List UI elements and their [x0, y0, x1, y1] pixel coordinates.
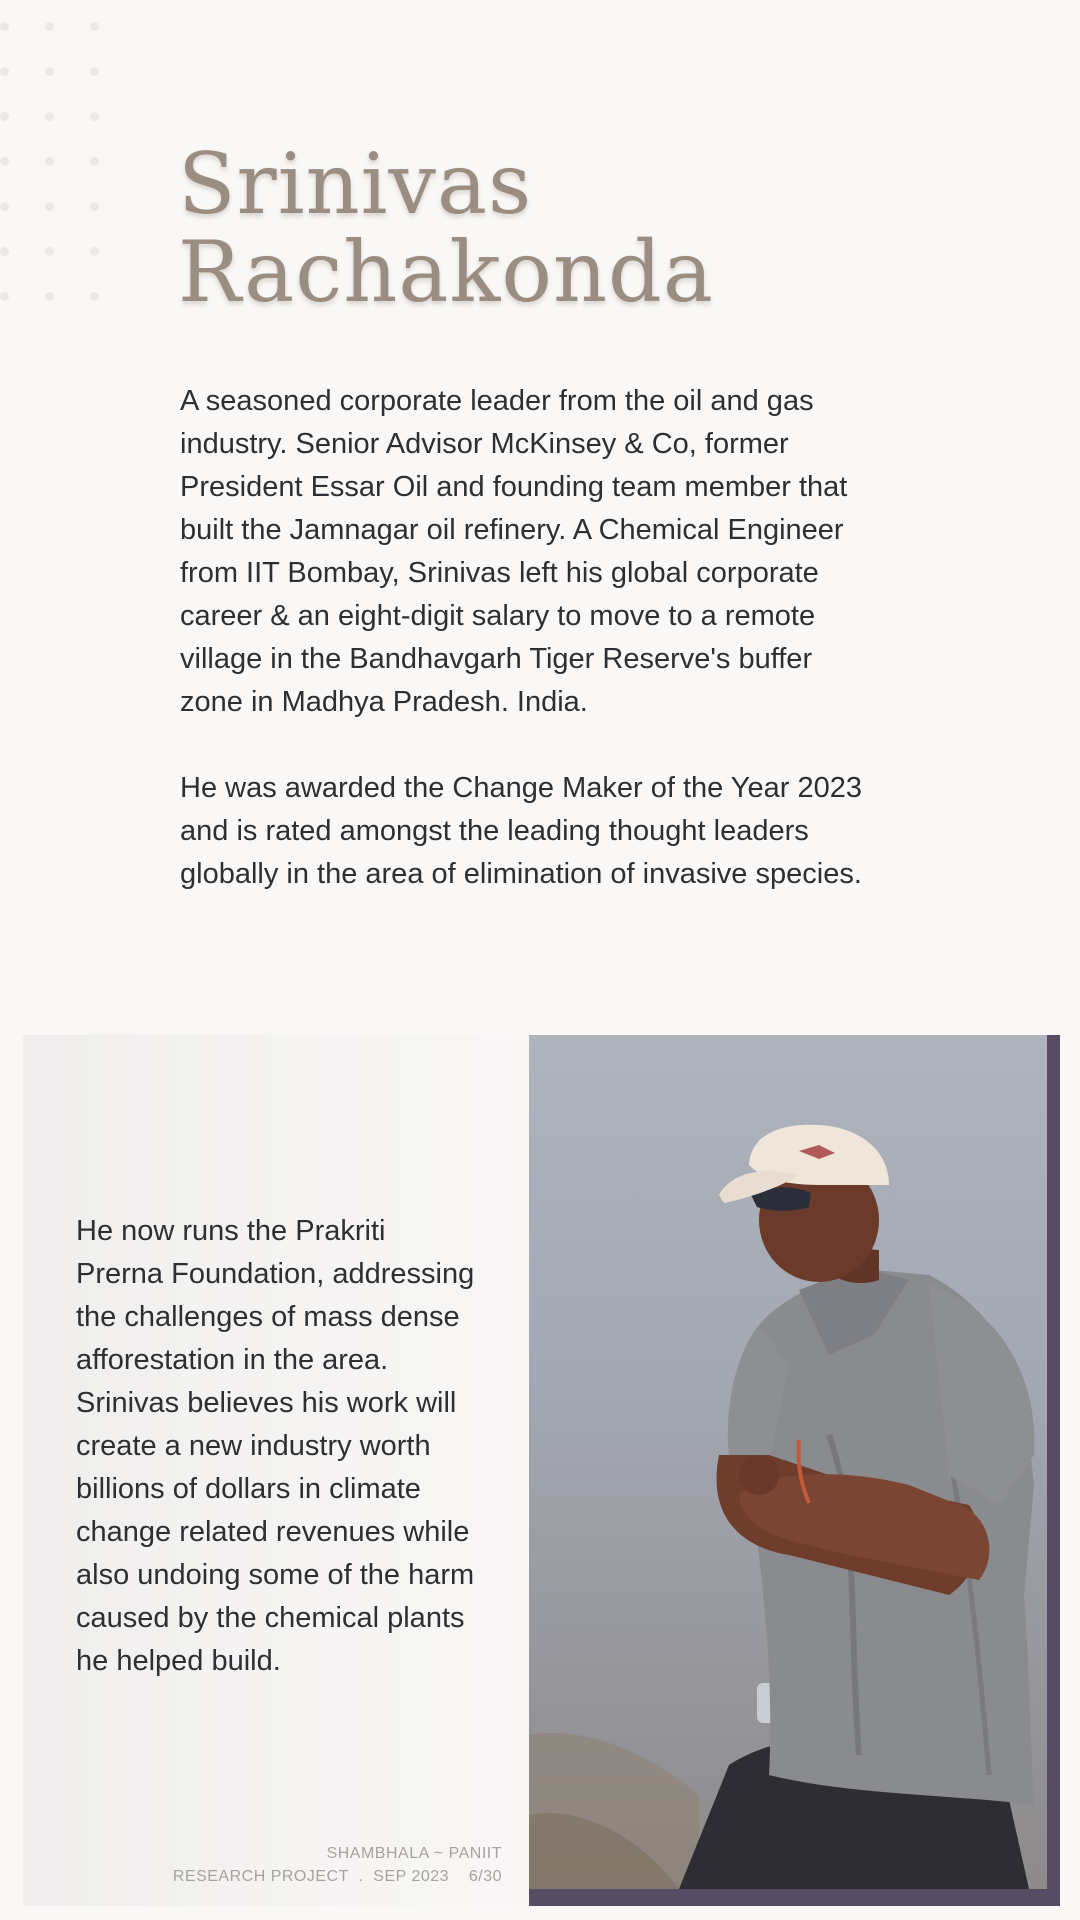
bio-paragraph-1: A seasoned corporate leader from the oil and gas industry. Senior Advisor McKinsey & Co, former President Essar Oil and founding team member that built the Jamnagar oil refinery. A Chemical Engineer from IIT Bombay, Srinivas left his global corporate career & an eight-digit salary to move to a remote village in the Bandhavgarh Tiger Reserve's buffer zone in Madhya Pradesh. India.: [180, 385, 848, 718]
portrait-illustration: [529, 1035, 1047, 1889]
title-last-name: Rachakonda: [178, 223, 714, 321]
footer-line-1: SHAMBHALA ~ PANIIT: [326, 1845, 502, 1862]
page-footer: [173, 1842, 502, 1888]
bio-section: [180, 380, 880, 939]
decorative-dot-grid: [0, 22, 99, 301]
foundation-paragraph: He now runs the Prakriti Prerna Foundation, addressing the challenges of mass dense afforestation in the area. Srinivas believes his work will create a new industry worth billions of dollars in climate change related revenues while also undoing some of the harm caused by the chemical plants he helped build.: [76, 1215, 475, 1677]
title-first-name: Srinivas: [178, 135, 533, 233]
page-title: [178, 135, 714, 321]
portrait-photo: [529, 1035, 1047, 1889]
footer-line-2: RESEARCH PROJECT . SEP 2023 6/30: [172, 1868, 502, 1885]
bio-paragraph-2: He was awarded the Change Maker of the Year 2023 and is rated amongst the leading thought leaders globally in the area of elimination of invasive species.: [180, 772, 862, 890]
